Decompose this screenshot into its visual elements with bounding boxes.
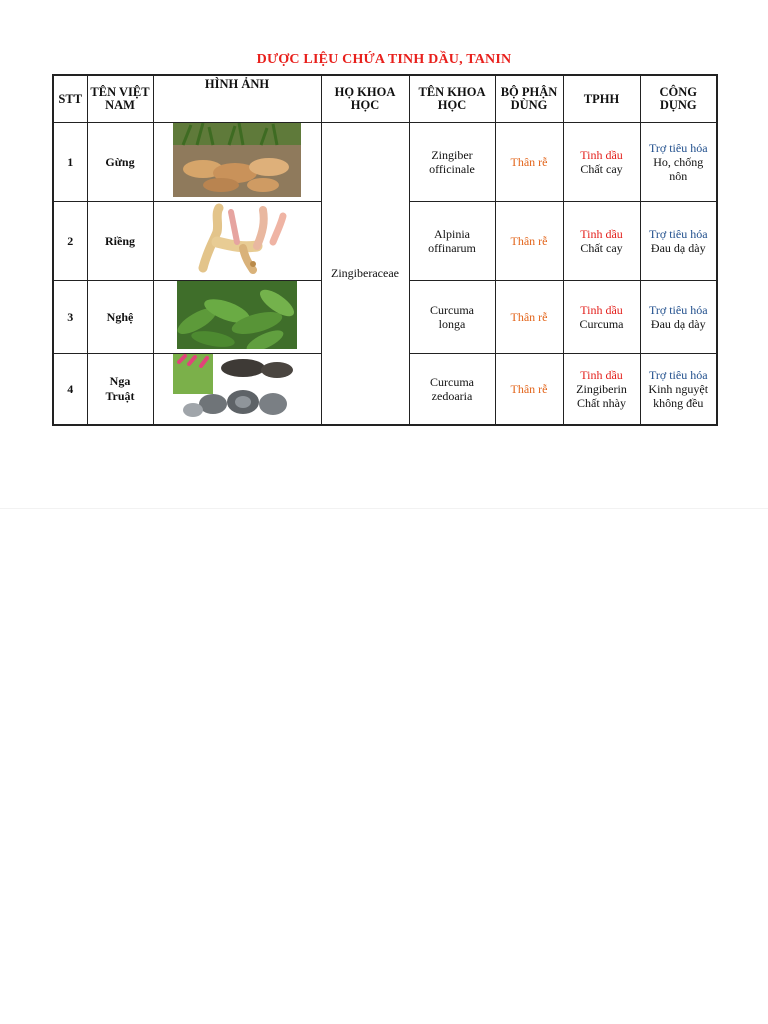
part-used: Thân rễ	[495, 281, 563, 354]
ginger-photo	[173, 123, 301, 197]
turmeric-image	[153, 281, 321, 354]
galangal-image	[153, 202, 321, 281]
table-row	[53, 123, 717, 202]
ginger-image	[153, 123, 321, 202]
header-ten-viet-nam: TÊN VIỆT NAM	[87, 75, 153, 123]
zedoary-image	[153, 354, 321, 426]
header-cong-dung: CÔNG DỤNG	[640, 75, 717, 123]
header-ho-khoa-hoc: HỌ KHOA HỌC	[321, 75, 409, 123]
header-row	[53, 75, 717, 123]
scientific-name: Zingiber officinale	[409, 123, 495, 202]
page-divider	[0, 508, 768, 509]
scientific-name: Curcuma longa	[409, 281, 495, 354]
row-stt: 4	[53, 354, 87, 426]
uses: Trợ tiêu hóa Đau dạ dày	[640, 281, 717, 354]
herbs-table	[52, 74, 718, 426]
header-bo-phan-dung: BỘ PHẬN DÙNG	[495, 75, 563, 123]
family-cell: Zingiberaceae	[321, 123, 409, 426]
row-name: Riềng	[87, 202, 153, 281]
row-name: Gừng	[87, 123, 153, 202]
header-ten-khoa-hoc: TÊN KHOA HỌC	[409, 75, 495, 123]
composition: Tinh dầu Chất cay	[563, 123, 640, 202]
row-name: Nga Truật	[87, 354, 153, 426]
composition: Tinh dầu Zingiberin Chất nhày	[563, 354, 640, 426]
uses: Trợ tiêu hóa Kinh nguyệt không đều	[640, 354, 717, 426]
header-hinh-anh: HÌNH ẢNH	[153, 75, 321, 123]
composition: Tinh dầu Chất cay	[563, 202, 640, 281]
part-used: Thân rễ	[495, 123, 563, 202]
composition: Tinh dầu Curcuma	[563, 281, 640, 354]
uses: Trợ tiêu hóa Ho, chống nôn	[640, 123, 717, 202]
zedoary-photo	[173, 354, 301, 420]
part-used: Thân rễ	[495, 202, 563, 281]
row-stt: 1	[53, 123, 87, 202]
row-stt: 2	[53, 202, 87, 281]
page-title: DƯỢC LIỆU CHỨA TINH DẦU, TANIN	[256, 52, 512, 67]
part-used: Thân rễ	[495, 354, 563, 426]
scientific-name: Alpinia offinarum	[409, 202, 495, 281]
row-stt: 3	[53, 281, 87, 354]
row-name: Nghệ	[87, 281, 153, 354]
galangal-photo	[173, 202, 301, 276]
header-tphh: TPHH	[563, 75, 640, 123]
uses: Trợ tiêu hóa Đau dạ dày	[640, 202, 717, 281]
turmeric-photo	[177, 281, 297, 349]
scientific-name: Curcuma zedoaria	[409, 354, 495, 426]
header-stt: STT	[53, 75, 87, 123]
